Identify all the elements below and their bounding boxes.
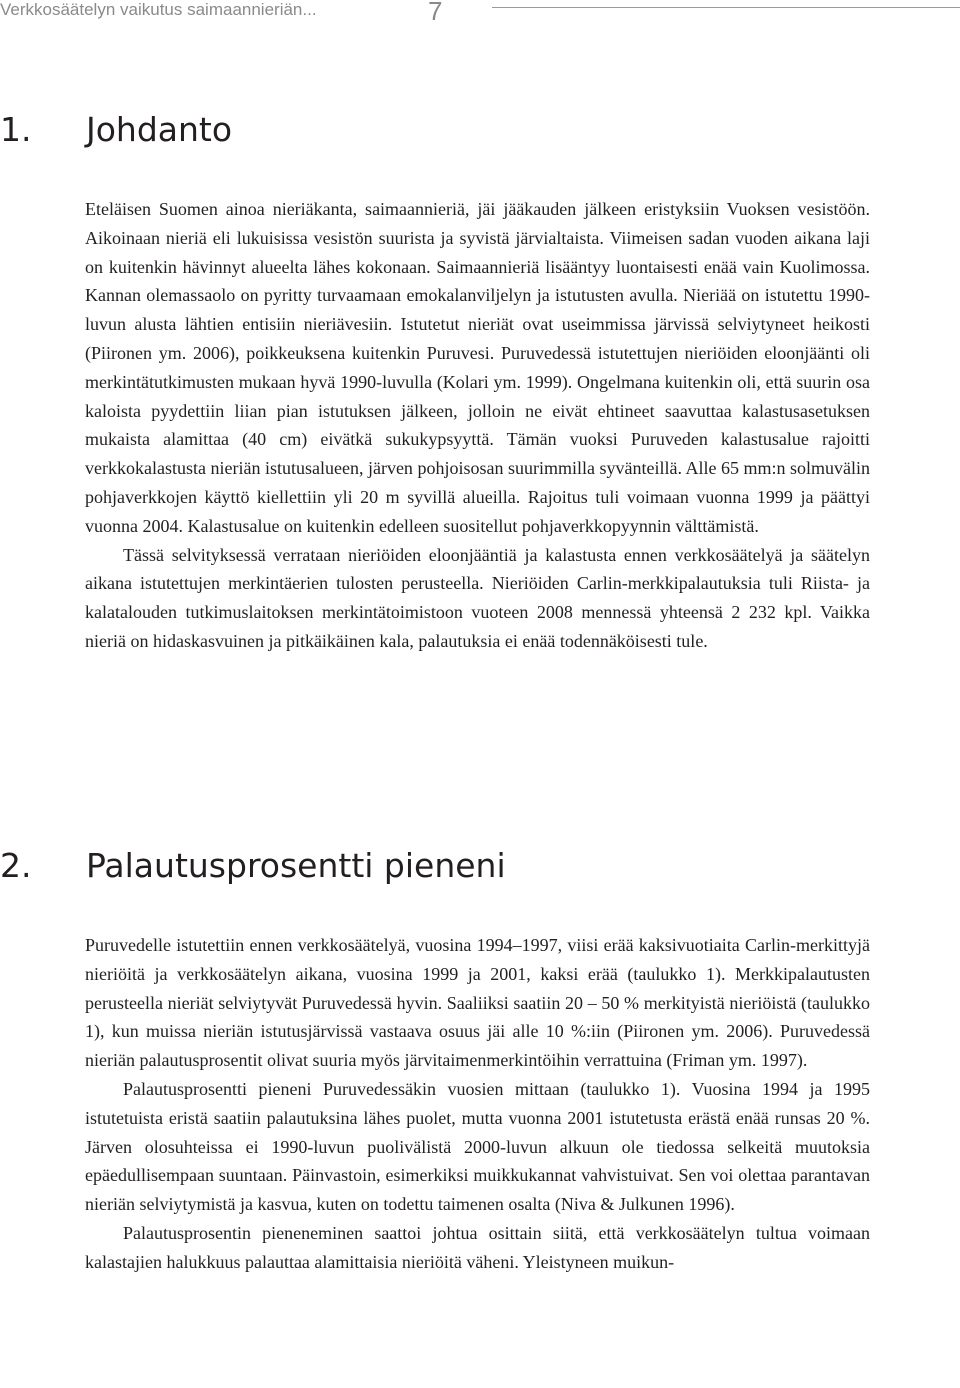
section-title: Johdanto (86, 110, 233, 149)
paragraph: Eteläisen Suomen ainoa nieriäkanta, saimaannieriä, jäi jääkauden jälkeen eristyksiin Vuoksen vesistöön. Aikoinaan nieriä eli lukuisissa vesistön suurista ja syvistä järvialtaista. Viimeisen sadan vuoden aikana laji on kuitenkin hävinnyt alueelta lähes kokonaan. Saimaannieriä lisääntyy luontaisesti enää vain Kuolimossa. Kannan olemassaolo on pyritty turvaamaan emokalanviljelyn ja istutusten avulla. Nieriää on istutettu 1990-luvun alusta lähtien entisiin nieriävesiin. Istutetut nieriät ovat useimmissa järvissä selviytyneet heikosti (Piironen ym. 2006), poikkeuksena kuitenkin Puruvesi. Puruvedessä istutettujen nieriöiden eloonjäänti oli merkintätutkimusten mukaan hyvä 1990-luvulla (Kolari ym. 1999). Ongelmana kuitenkin oli, että suurin osa kaloista pyydettiin liian pian istutuksen jälkeen, jolloin ne eivät ehtineet saavuttaa kalastusasetuksen mukaista alamittaa (40 cm) eivätkä sukukypsyyttä. Tämän vuoksi Puruveden kalastusalue rajoitti verkkokalastusta nieriän istutusalueen, järven pohjoisosan suurimmilla syvänteillä. Alle 65 mm:n solmuvälin pohjaverkkojen käyttö kiellettiin yli 20 m syvillä alueilla. Rajoitus tuli voimaan vuonna 1999 ja päättyi vuonna 2004. Kalastusalue on kuitenkin edelleen suositellut pohjaverkkopyynnin välttämistä. (85, 199, 870, 536)
paragraph: Palautusprosentin pieneneminen saattoi johtua osittain siitä, että verkkosäätelyn tultua voimaan kalastajien halukkuus palauttaa alamittaisia nieriöitä väheni. Yleistyneen muikun- (85, 1222, 870, 1272)
paragraph: Puruvedelle istutettiin ennen verkkosäätelyä, vuosina 1994–1997, viisi erää kaksivuotiaita Carlin-merkittyjä nieriöitä ja verkkosäätelyn aikana, vuosina 1999 ja 2001, kaksi erää (taulukko 1). Merkkipalautusten perusteella nieriät selviytyvät Puruvedessä hyvin. Saaliiksi saatiin 20 – 50 % merkityistä nieriöistä (taulukko 1), kun muissa nieriän istutusjärvissä vastaava osuus jäi alle 10 %:iin (Piironen ym. 2006). Puruvedessä nieriän palautusprosentit olivat suuria myös järvitaimenmerkintöihin verrattuina (Friman ym. 1997). (85, 935, 870, 1071)
section-body-johdanto (85, 195, 870, 656)
section-number: 2. (0, 846, 32, 885)
section-heading-johdanto (0, 110, 232, 149)
paragraph: Tässä selvityksessä verrataan nieriöiden eloonjääntiä ja kalastusta ennen verkkosäätelyä ja säätelyn aikana istutettujen merkintäerien tulosten perusteella. Nieriöiden Carlin-merkkipalautuksia tuli Riista- ja kalatalouden tutkimuslaitoksen merkintätoimistoon vuoteen 2008 mennessä yhteensä 2 232 kpl. Vaikka nieriä on hidaskasvuinen ja pitkäikäinen kala, palautuksia ei enää todennäköisesti tule. (85, 544, 870, 651)
paragraph: Palautusprosentti pieneni Puruvedessäkin vuosien mittaan (taulukko 1). Vuosina 1994 ja 1995 istutetuista eristä saatiin palautuksina lähes puolet, mutta vuonna 2001 istutetusta erästä enää runsas 20 %. Järven olosuhteissa ei 1990-luvun puolivälistä 2000-luvun alkuun ole tiedossa selkeitä muutoksia epäedullisempaan suuntaan. Päinvastoin, esimerkiksi muikkukannat vahvistuivat. Sen voi olettaa parantavan nieriän selviytymistä ja kasvua, kuten on todettu taimenen osalta (Niva & Julkunen 1996). (85, 1078, 870, 1215)
section-body-palautusprosentti (85, 931, 870, 1277)
running-header (0, 0, 960, 40)
running-title: Verkkosäätelyn vaikutus saimaannieriän... (0, 0, 317, 19)
page-number: 7 (428, 0, 443, 26)
section-title: Palautusprosentti pieneni (86, 846, 506, 885)
header-rule (492, 7, 960, 8)
section-heading-palautusprosentti (0, 846, 506, 885)
section-number: 1. (0, 110, 32, 149)
